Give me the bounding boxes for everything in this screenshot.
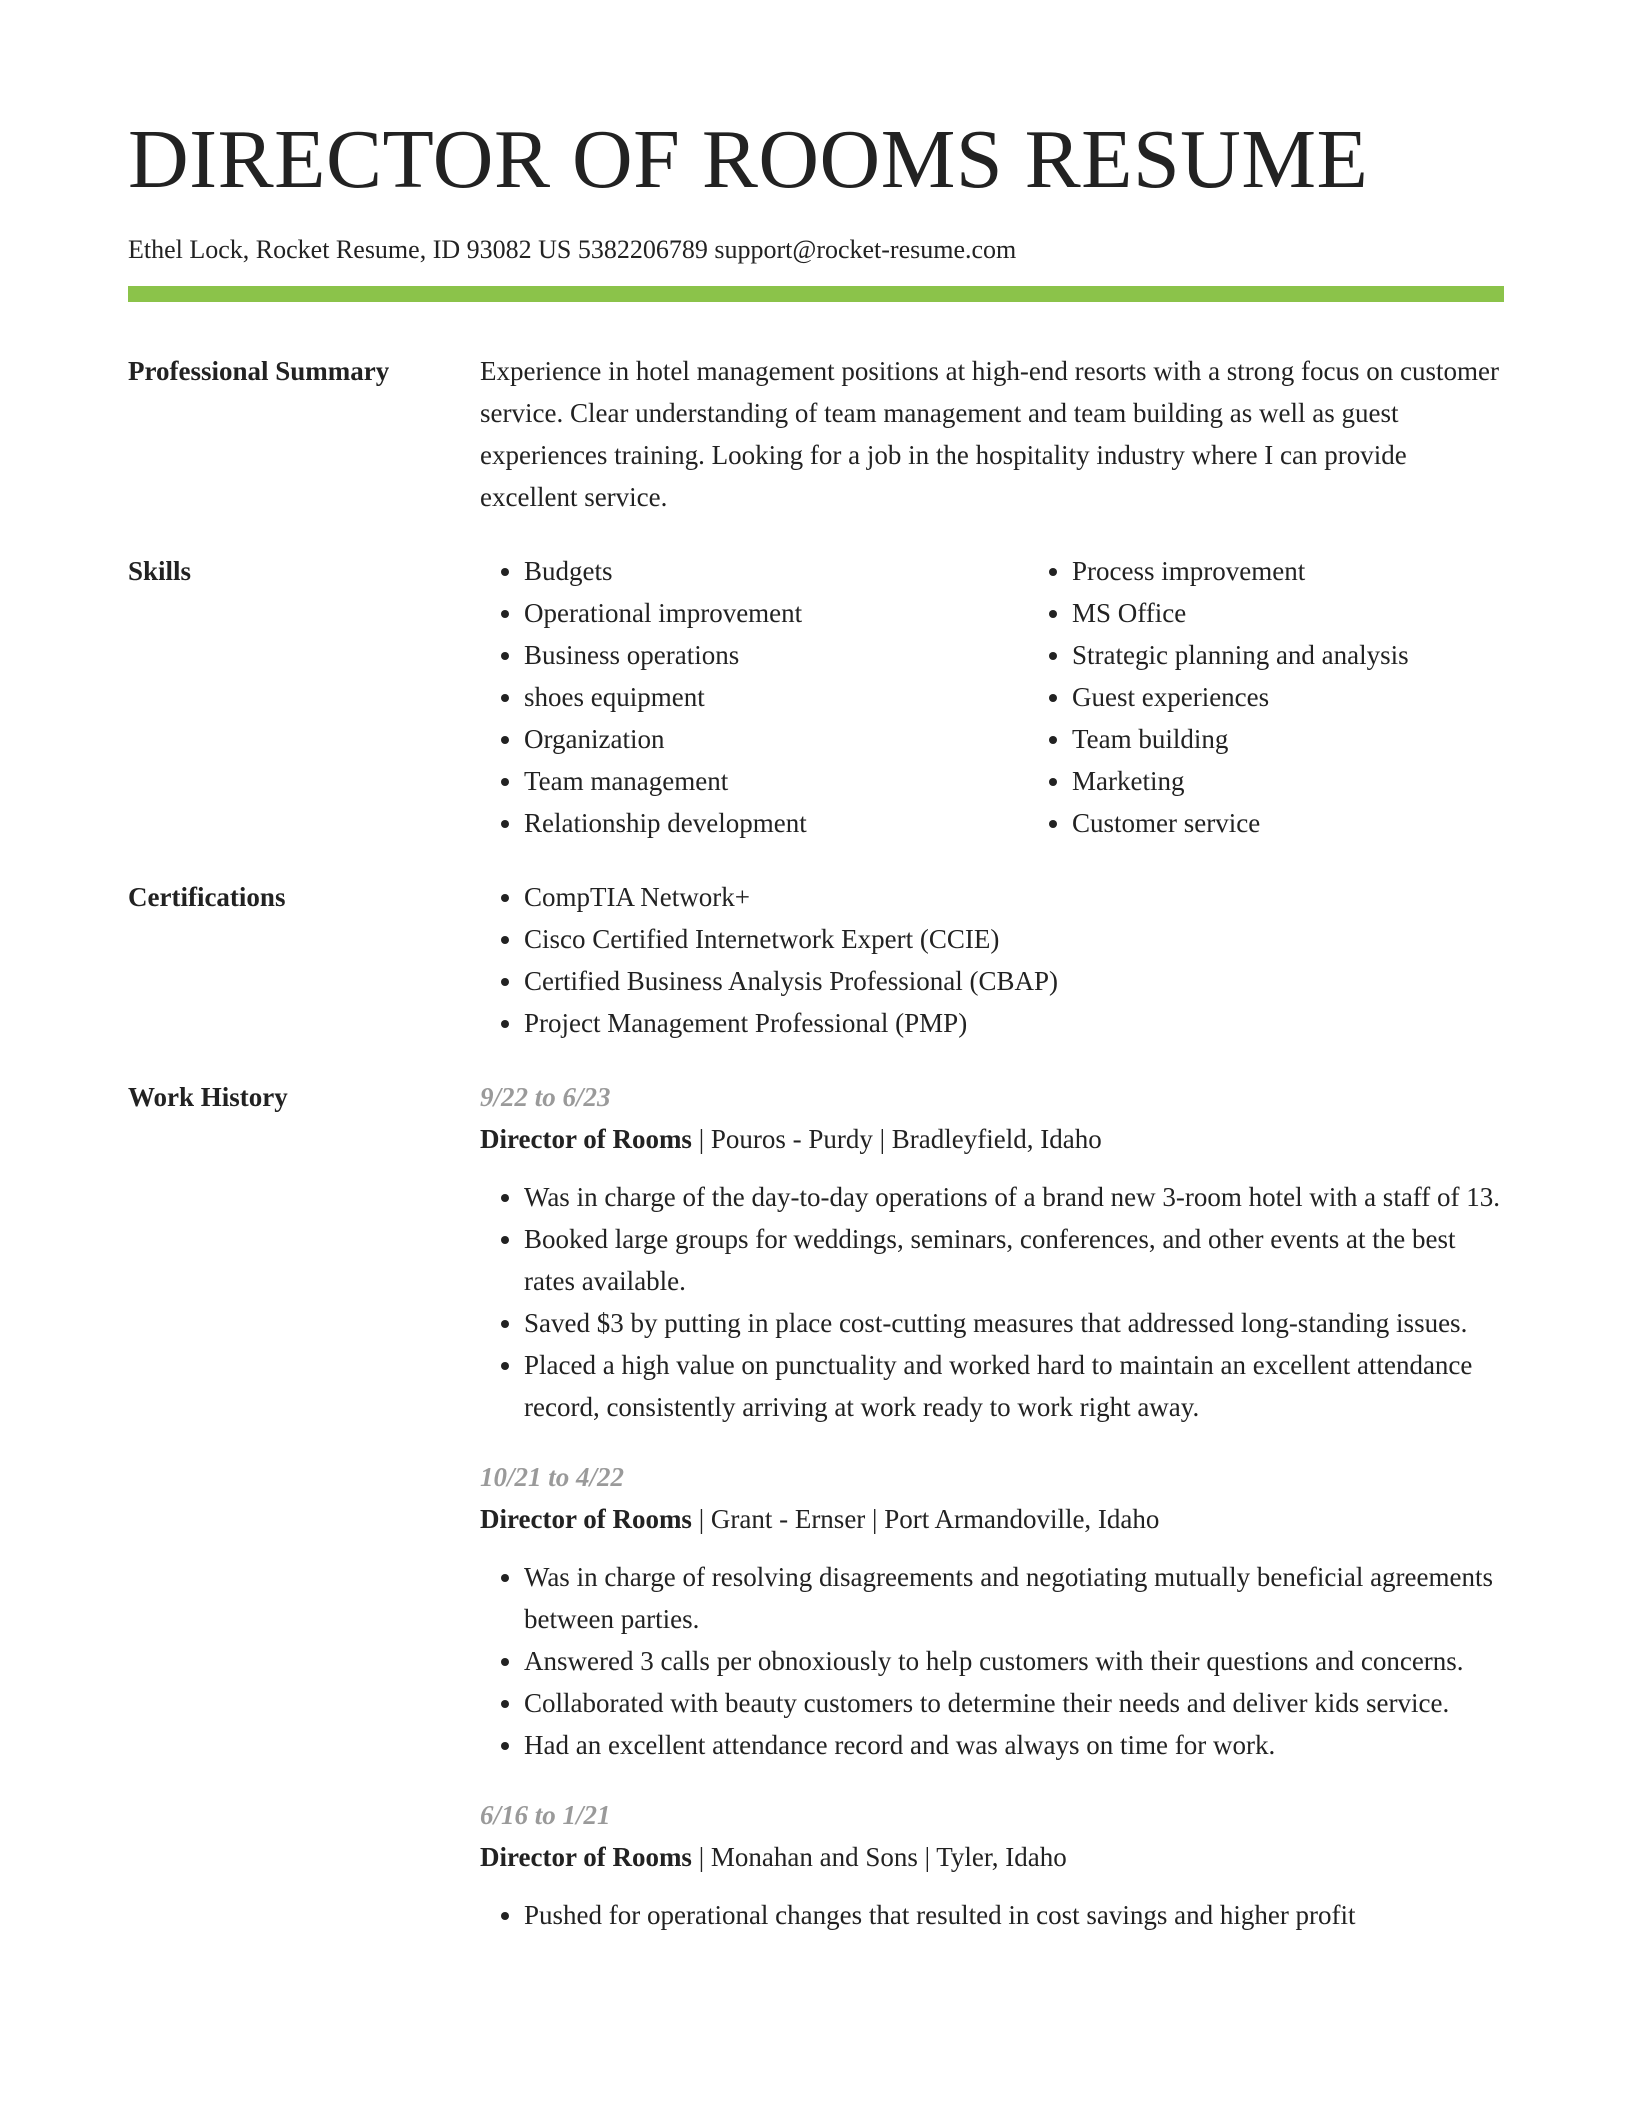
skill-item: • Budgets: [524, 550, 1028, 592]
skill-item: • Guest experiences: [1072, 676, 1576, 718]
certification-item: • Certified Business Analysis Professional (CBAP): [524, 960, 1504, 1002]
certifications-list: [480, 876, 1504, 1044]
job-bullet: • Collaborated with beauty customers to determine their needs and deliver kids service.: [524, 1682, 1504, 1724]
job-bullet: • Was in charge of the day-to-day operations of a brand new 3-room hotel with a staff of 13.: [524, 1176, 1504, 1218]
skill-item: • MS Office: [1072, 592, 1576, 634]
job-title: Director of Rooms: [480, 1124, 692, 1154]
skill-item: • Team management: [524, 760, 1028, 802]
certification-item: • Project Management Professional (PMP): [524, 1002, 1504, 1044]
section-label: Certifications: [128, 882, 286, 912]
skills-list-left: [480, 550, 1028, 844]
job-details: | Pouros - Purdy | Bradleyfield, Idaho: [691, 1124, 1102, 1154]
skill-item: • Team building: [1072, 718, 1576, 760]
job-details: | Monahan and Sons | Tyler, Idaho: [691, 1842, 1067, 1872]
skill-item: • Marketing: [1072, 760, 1576, 802]
skills-columns: [480, 550, 1576, 844]
job-bullet: • Pushed for operational changes that resulted in cost savings and higher profit: [524, 1894, 1504, 1936]
certification-item: • CompTIA Network+: [524, 876, 1504, 918]
job-bullet: • Placed a high value on punctuality and worked hard to maintain an excellent attendance record, consistently arriving at work ready to work right away.: [524, 1344, 1504, 1428]
job-dates: 6/16 to 1/21: [480, 1800, 611, 1830]
section-label: Professional Summary: [128, 356, 390, 386]
job-details: | Grant - Ernser | Port Armandoville, Idaho: [691, 1504, 1160, 1534]
job-title: Director of Rooms: [480, 1504, 692, 1534]
section-label: Skills: [128, 556, 192, 586]
job-title: Director of Rooms: [480, 1842, 692, 1872]
job-heading: [480, 1836, 1504, 1878]
resume-title: DIRECTOR OF ROOMS RESUME: [128, 113, 1369, 206]
job-entry: [480, 1794, 1504, 1936]
section-content: [480, 350, 1504, 518]
job-bullet: • Answered 3 calls per obnoxiously to help customers with their questions and concerns.: [524, 1640, 1504, 1682]
job-bullets: [480, 1894, 1504, 1936]
job-heading: [480, 1118, 1504, 1160]
job-dates: 9/22 to 6/23: [480, 1082, 611, 1112]
skill-item: • Operational improvement: [524, 592, 1028, 634]
section-professional-summary: [128, 350, 1504, 518]
section-work-history: [128, 1076, 1504, 1964]
job-bullet: • Saved $3 by putting in place cost-cutting measures that addressed long-standing issues.: [524, 1302, 1504, 1344]
job-bullet: • Booked large groups for weddings, seminars, conferences, and other events at the best rates available.: [524, 1218, 1504, 1302]
skill-item: • Business operations: [524, 634, 1028, 676]
skill-item: • Strategic planning and analysis: [1072, 634, 1576, 676]
skill-item: • shoes equipment: [524, 676, 1028, 718]
resume-body: [128, 350, 1504, 1996]
skill-item: • Relationship development: [524, 802, 1028, 844]
job-entry: [480, 1456, 1504, 1766]
skills-list-right: [1028, 550, 1576, 844]
section-skills: [128, 550, 1504, 844]
skill-item: • Process improvement: [1072, 550, 1576, 592]
section-certifications: [128, 876, 1504, 1044]
job-heading: [480, 1498, 1504, 1540]
section-content: [480, 1076, 1504, 1964]
job-entry: [480, 1076, 1504, 1428]
job-bullet: • Had an excellent attendance record and was always on time for work.: [524, 1724, 1504, 1766]
certification-item: • Cisco Certified Internetwork Expert (CCIE): [524, 918, 1504, 960]
skill-item: • Organization: [524, 718, 1028, 760]
section-content: [480, 876, 1504, 1044]
job-dates: 10/21 to 4/22: [480, 1462, 625, 1492]
job-bullet: • Was in charge of resolving disagreements and negotiating mutually beneficial agreements between parties.: [524, 1556, 1504, 1640]
accent-divider: [128, 286, 1504, 302]
summary-text: Experience in hotel management positions at high-end resorts with a strong focus on customer service. Clear understanding of team management and team building as well as guest experiences training. Looking for a job in the hospitality industry where I can provide excellent service.: [480, 356, 1499, 512]
contact-line: Ethel Lock, Rocket Resume, ID 93082 US 5382206789 support@rocket-resume.com: [128, 235, 1017, 264]
section-label: Work History: [128, 1082, 288, 1112]
job-bullets: [480, 1556, 1504, 1766]
skill-item: • Customer service: [1072, 802, 1576, 844]
job-bullets: [480, 1176, 1504, 1428]
